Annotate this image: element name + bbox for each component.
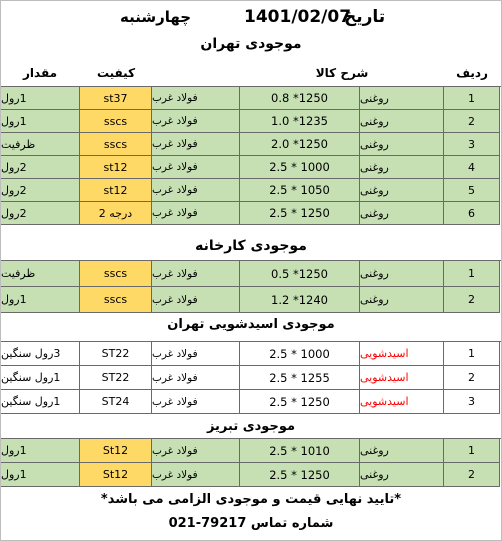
row-index: 3	[444, 133, 500, 156]
section-title-factory: موجودی کارخانه	[195, 238, 307, 254]
section-title-tabriz: موجودی تبریز	[206, 419, 296, 434]
row-index: 1	[444, 261, 500, 287]
col-header-description: شرح کالا	[315, 66, 369, 80]
row-size: 0.8 *1250	[240, 87, 360, 110]
section-title-tehran: موجودی تهران	[200, 36, 302, 52]
row-quality: sscs	[80, 110, 152, 133]
row-size: 2.5 * 1255	[240, 366, 360, 390]
row-index: 2	[444, 366, 500, 390]
table-row	[0, 87, 502, 110]
row-quantity: 1رول	[0, 110, 80, 133]
row-manufacturer: فولاد غرب	[152, 202, 240, 225]
row-type: روغنی	[360, 87, 444, 110]
row-manufacturer: فولاد غرب	[152, 179, 240, 202]
row-quality: ST22	[80, 342, 152, 366]
row-manufacturer: فولاد غرب	[152, 366, 240, 390]
table-row	[0, 261, 502, 287]
row-manufacturer: فولاد غرب	[152, 390, 240, 414]
row-type: روغنی	[360, 463, 444, 487]
table-row	[0, 110, 502, 133]
row-manufacturer: فولاد غرب	[152, 439, 240, 463]
row-type: روغنی	[360, 133, 444, 156]
row-type: روغنی	[360, 261, 444, 287]
date-label: تاریخ	[344, 7, 386, 27]
row-index: 2	[444, 463, 500, 487]
row-type: اسیدشویی	[360, 390, 444, 414]
row-size: 1.0 *1235	[240, 110, 360, 133]
row-quality: sscs	[80, 287, 152, 313]
row-quality: ST24	[80, 390, 152, 414]
footer-contact: شماره تماس 79217-021	[168, 516, 334, 531]
table-row	[0, 202, 502, 225]
row-manufacturer: فولاد غرب	[152, 110, 240, 133]
row-quality: sscs	[80, 133, 152, 156]
row-index: 2	[444, 110, 500, 133]
col-header-index: ردیف	[456, 66, 488, 80]
row-size: 0.5 *1250	[240, 261, 360, 287]
row-manufacturer: فولاد غرب	[152, 287, 240, 313]
row-quantity: 1رول	[0, 463, 80, 487]
row-index: 3	[444, 390, 500, 414]
row-quality: st12	[80, 179, 152, 202]
row-quality: ST22	[80, 366, 152, 390]
row-type: روغنی	[360, 110, 444, 133]
row-quantity: 1رول	[0, 87, 80, 110]
table-row	[0, 390, 502, 414]
row-quality: درجه 2	[80, 202, 152, 225]
row-type: اسیدشویی	[360, 342, 444, 366]
row-index: 5	[444, 179, 500, 202]
column-header-row	[0, 62, 502, 84]
row-index: 1	[444, 439, 500, 463]
row-quantity: 2رول	[0, 179, 80, 202]
date-value: 1401/02/07	[244, 7, 352, 27]
footer-note: *تایید نهایی قیمت و موجودی الزامی می باشد*	[100, 492, 402, 507]
row-quantity: 1رول	[0, 439, 80, 463]
row-quantity: 2رول	[0, 156, 80, 179]
table-row	[0, 287, 502, 313]
row-manufacturer: فولاد غرب	[152, 463, 240, 487]
row-index: 6	[444, 202, 500, 225]
row-type: روغنی	[360, 439, 444, 463]
row-size: 2.5 * 1250	[240, 463, 360, 487]
row-size: 2.5 * 1000	[240, 342, 360, 366]
row-quality: sscs	[80, 261, 152, 287]
row-type: روغنی	[360, 179, 444, 202]
row-size: 2.0 *1250	[240, 133, 360, 156]
row-manufacturer: فولاد غرب	[152, 87, 240, 110]
row-size: 2.5 * 1010	[240, 439, 360, 463]
col-header-quantity: مقدار	[22, 66, 58, 80]
col-header-quality: کیفیت	[96, 66, 136, 80]
row-quantity: ظرفیت	[0, 133, 80, 156]
row-quality: st37	[80, 87, 152, 110]
row-type: روغنی	[360, 202, 444, 225]
row-manufacturer: فولاد غرب	[152, 133, 240, 156]
section-title-acid-tehran: موجودی اسیدشویی تهران	[167, 317, 335, 332]
table-row	[0, 366, 502, 390]
row-index: 1	[444, 87, 500, 110]
table-row	[0, 463, 502, 487]
row-size: 2.5 * 1250	[240, 390, 360, 414]
table-row	[0, 156, 502, 179]
row-quantity: 1رول سنگین	[0, 366, 80, 390]
row-index: 4	[444, 156, 500, 179]
row-quality: st12	[80, 156, 152, 179]
row-quantity: 2رول	[0, 202, 80, 225]
row-index: 2	[444, 287, 500, 313]
row-quality: St12	[80, 463, 152, 487]
row-quantity: ظرفیت	[0, 261, 80, 287]
table-row	[0, 439, 502, 463]
row-index: 1	[444, 342, 500, 366]
row-type: روغنی	[360, 287, 444, 313]
row-quantity: 1رول سنگین	[0, 390, 80, 414]
row-quantity: 3رول سنگین	[0, 342, 80, 366]
row-type: اسیدشویی	[360, 366, 444, 390]
row-manufacturer: فولاد غرب	[152, 156, 240, 179]
row-size: 2.5 * 1000	[240, 156, 360, 179]
row-type: روغنی	[360, 156, 444, 179]
row-manufacturer: فولاد غرب	[152, 261, 240, 287]
row-size: 2.5 * 1250	[240, 202, 360, 225]
table-row	[0, 342, 502, 366]
table-row	[0, 133, 502, 156]
row-quality: St12	[80, 439, 152, 463]
table-row	[0, 179, 502, 202]
day-label: چهارشنبه	[120, 8, 192, 26]
row-quantity: 1رول	[0, 287, 80, 313]
row-size: 1.2 *1240	[240, 287, 360, 313]
row-size: 2.5 * 1050	[240, 179, 360, 202]
row-manufacturer: فولاد غرب	[152, 342, 240, 366]
